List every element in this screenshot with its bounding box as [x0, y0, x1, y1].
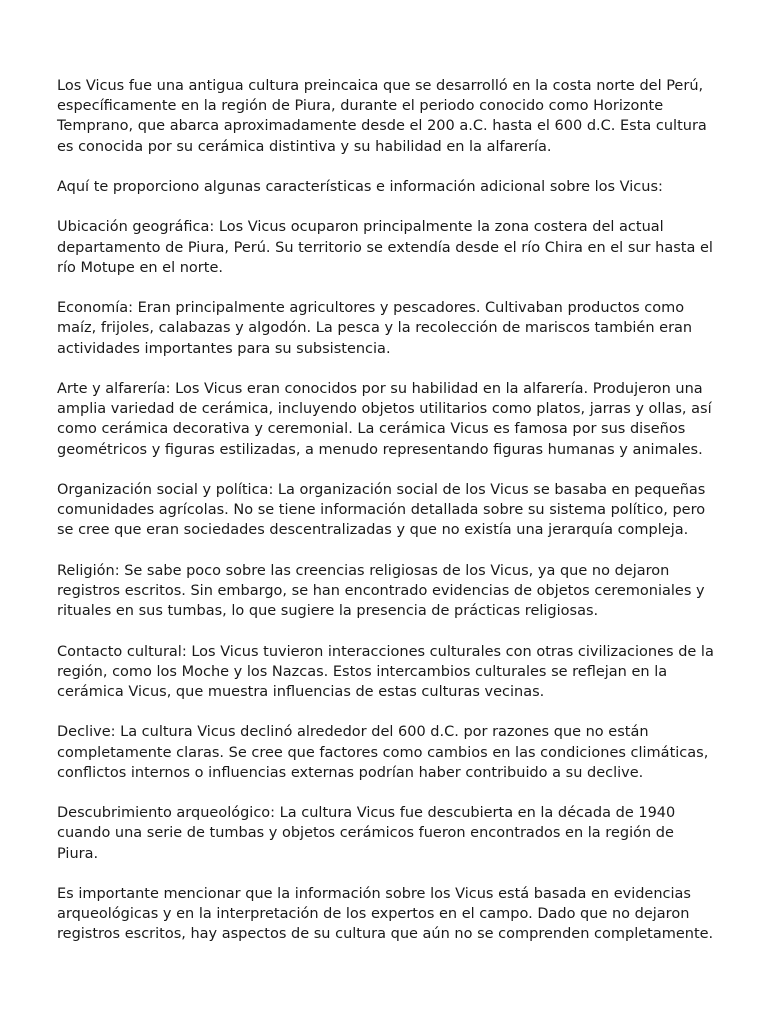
paragraph-arte-alfareria: Arte y alfarería: Los Vicus eran conocidos por su habilidad en la alfarería. Produjeron una amplia variedad de cerámica, incluyendo objetos utilitarios como platos, jarras y ollas, así como cerámica decorativa y ceremonial. La cerámica Vicus es famosa por sus diseños geométricos y figuras estilizadas, a menudo representando figuras humanas y animales. [57, 380, 712, 458]
paragraph-ubicacion: Ubicación geográfica: Los Vicus ocuparon principalmente la zona costera del actual departamento de Piura, Perú. Su territorio se extendía desde el río Chira en el sur hasta el río Motupe en el norte. [57, 219, 713, 276]
paragraph-lead-in: Aquí te proporciono algunas características e información adicional sobre los Vicus: [57, 179, 663, 195]
paragraph-declive: Declive: La cultura Vicus declinó alrededor del 600 d.C. por razones que no están completamente claras. Se cree que factores como cambios en las condiciones climáticas, conflictos internos o influencias externas podrían haber contribuido a su declive. [57, 724, 709, 781]
paragraph-contacto-cultural: Contacto cultural: Los Vicus tuvieron interacciones culturales con otras civilizaciones de la región, como los Moche y los Nazcas. Estos intercambios culturales se reflejan en la cerámica Vicus, que muestra influencias de estas culturas vecinas. [57, 643, 714, 700]
paragraph-organizacion: Organización social y política: La organización social de los Vicus se basaba en pequeñas comunidades agrícolas. No se tiene información detallada sobre su sistema político, pero se cree que eran sociedades descentralizadas y que no existía una jerarquía compleja. [57, 481, 706, 539]
paragraph-economia: Economía: Eran principalmente agricultores y pescadores. Cultivaban productos como maíz, frijoles, calabazas y algodón. La pesca y la recolección de mariscos también eran actividades importantes para su subsistencia. [57, 300, 693, 357]
paragraph-conclusion: Es importante mencionar que la información sobre los Vicus está basada en evidencias arqueológicas y en la interpretación de los expertos en el campo. Dado que no dejaron registros escritos, hay aspectos de su cultura que aún no se comprenden completamente. [57, 885, 714, 943]
paragraph-intro: Los Vicus fue una antigua cultura preincaica que se desarrolló en la costa norte del Perú, específicamente en la región de Piura, durante el periodo conocido como Horizonte Temprano, que abarca aproximadamente desde el 200 a.C. hasta el 600 d.C. Esta cultura es conocida por su cerámica distintiva y su habilidad en la alfarería. [57, 78, 707, 155]
paragraph-religion: Religión: Se sabe poco sobre las creencias religiosas de los Vicus, ya que no dejaron registros escritos. Sin embargo, se han encontrado evidencias de objetos ceremoniales y rituales en sus tumbas, lo que sugiere la presencia de prácticas religiosas. [57, 562, 705, 620]
document-body [57, 76, 717, 965]
paragraph-descubrimiento: Descubrimiento arqueológico: La cultura Vicus fue descubierta en la década de 1940 cuando una serie de tumbas y objetos cerámicos fueron encontrados en la región de Piura. [57, 805, 676, 862]
